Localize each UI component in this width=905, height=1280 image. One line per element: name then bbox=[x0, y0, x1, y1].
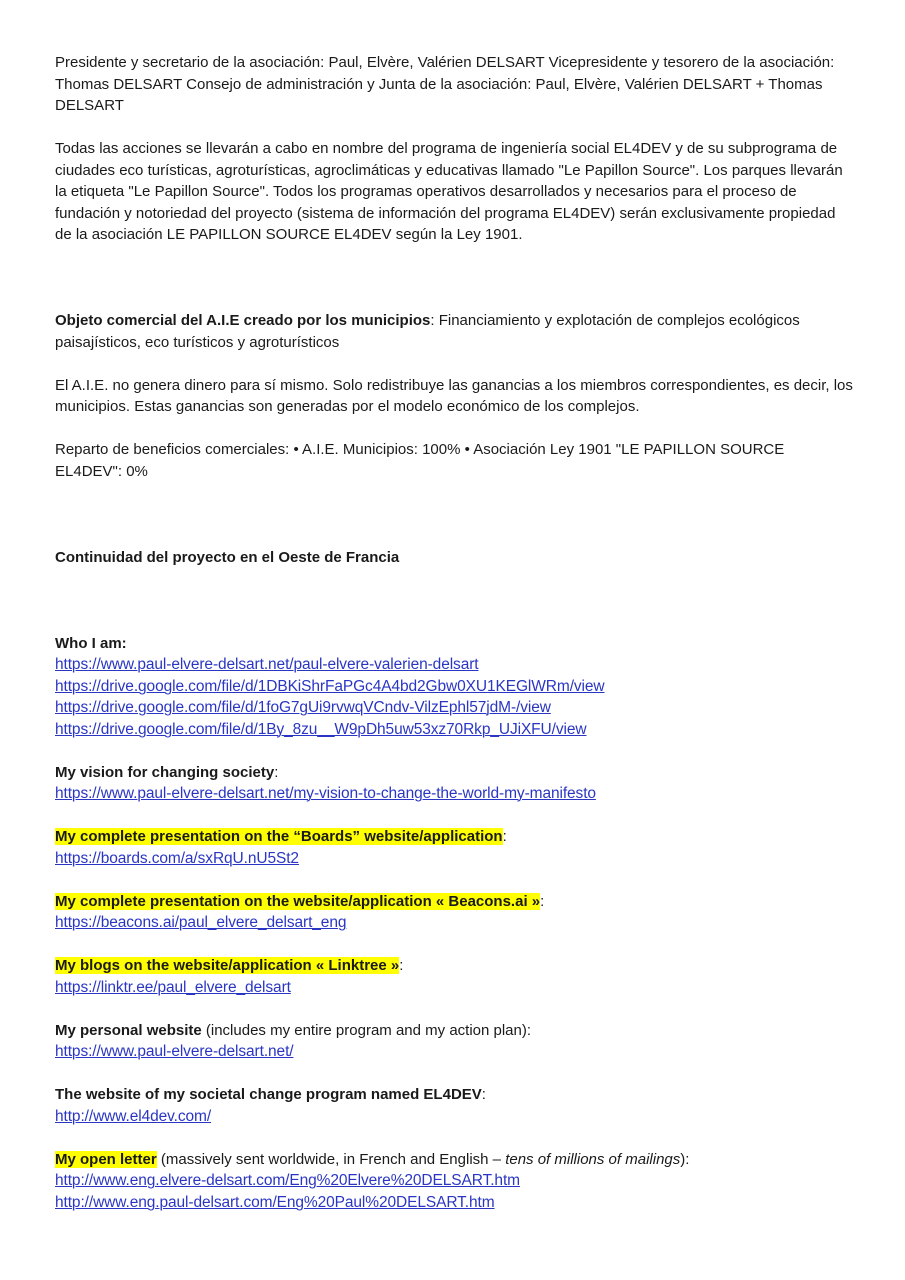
hyperlink[interactable]: http://www.eng.elvere-delsart.com/Eng%20Elvere%20DELSART.htm bbox=[55, 1172, 520, 1189]
heading-linktree-blogs bbox=[55, 955, 853, 977]
text-run: tens of millions of mailings bbox=[505, 1150, 681, 1168]
text-run: My personal website bbox=[55, 1021, 202, 1039]
para-program-actions bbox=[55, 138, 853, 246]
heading-open-letter bbox=[55, 1149, 853, 1171]
hyperlink[interactable]: https://www.paul-elvere-delsart.net/my-vision-to-change-the-world-my-manifesto bbox=[55, 785, 596, 802]
para-aie-redistribution bbox=[55, 375, 858, 418]
text-run: El A.I.E. no genera dinero para sí mismo. Solo redistribuye las ganancias a los miembros correspondientes, es decir, los municipios. Estas ganancias son generadas por el modelo económico de los complejos. bbox=[55, 376, 858, 415]
text-run: : bbox=[481, 1086, 486, 1103]
text-run: Reparto de beneficios comerciales: • A.I.E. Municipios: 100% • Asociación Ley 1901 "LE PAPILLON SOURCE EL4DEV": 0% bbox=[55, 441, 789, 480]
heading-my-vision bbox=[55, 762, 853, 784]
text-run: Continuidad del proyecto en el Oeste de Francia bbox=[55, 548, 400, 566]
text-run: My vision for changing society bbox=[55, 763, 275, 781]
blank-line bbox=[55, 1127, 853, 1149]
blank-line bbox=[55, 869, 853, 891]
link-line-boards bbox=[55, 848, 853, 870]
text-run: : Financiamiento y explotación de complejos ecológicos paisajísticos, eco turísticos y agroturísticos bbox=[55, 312, 804, 351]
blank-line bbox=[55, 525, 853, 547]
text-run: Who I am: bbox=[55, 634, 127, 652]
link-line-beacons bbox=[55, 912, 853, 934]
blank-line bbox=[55, 246, 853, 268]
hyperlink[interactable]: https://drive.google.com/file/d/1DBKiShrFaPGc4A4bd2Gbw0XU1KEGlWRm/view bbox=[55, 677, 605, 695]
hyperlink[interactable]: https://www.paul-elvere-delsart.net/ bbox=[55, 1043, 294, 1060]
text-run: : bbox=[540, 892, 545, 910]
hyperlink[interactable]: https://linktr.ee/paul_elvere_delsart bbox=[55, 978, 291, 996]
text-run: Presidente y secretario de la asociación: Paul, Elvère, Valérien DELSART Vicepresidente y tesorero de la asociación: Thomas DELSART Consejo de administración y Junta de la asociación: Paul, Elvère, Valérien DELSART + Thomas DELSART bbox=[55, 54, 839, 114]
para-profit-sharing bbox=[55, 439, 853, 482]
blank-line bbox=[55, 117, 853, 139]
heading-el4dev-website bbox=[55, 1084, 853, 1106]
text-run: My blogs on the website/application « Linktree » bbox=[55, 957, 400, 974]
link-line-open-letter-1 bbox=[55, 1170, 853, 1192]
heading-continuity bbox=[55, 547, 853, 569]
text-run: Objeto comercial del A.I.E creado por los municipios bbox=[55, 312, 431, 329]
hyperlink[interactable]: https://drive.google.com/file/d/1By_8zu__W9pDh5uw53xz70Rkp_UJiXFU/view bbox=[55, 720, 587, 738]
blank-line bbox=[55, 482, 853, 504]
text-run: (includes my entire program and my action plan): bbox=[201, 1021, 532, 1039]
blank-line bbox=[55, 418, 853, 440]
text-run: (massively sent worldwide, in French and English – bbox=[156, 1150, 506, 1168]
text-run: My complete presentation on the “Boards” website/application bbox=[55, 828, 503, 845]
hyperlink[interactable]: http://www.eng.paul-delsart.com/Eng%20Paul%20DELSART.htm bbox=[55, 1193, 495, 1211]
text-run: : bbox=[399, 957, 404, 974]
blank-line bbox=[55, 998, 853, 1020]
blank-line bbox=[55, 267, 853, 289]
blank-line bbox=[55, 353, 853, 375]
hyperlink[interactable]: https://www.paul-elvere-delsart.net/paul-elvere-valerien-delsart bbox=[55, 656, 479, 673]
link-line-personal-website bbox=[55, 1041, 853, 1063]
heading-personal-website bbox=[55, 1020, 853, 1042]
link-line-drive-3 bbox=[55, 719, 853, 741]
text-run: My open letter bbox=[55, 1150, 157, 1168]
link-line-drive-1 bbox=[55, 676, 853, 698]
blank-line bbox=[55, 934, 853, 956]
heading-beacons-presentation bbox=[55, 891, 853, 913]
text-run: : bbox=[274, 763, 279, 781]
link-line-drive-2 bbox=[55, 697, 853, 719]
heading-who-i-am bbox=[55, 633, 853, 655]
para-association-roles bbox=[55, 52, 853, 117]
link-line-open-letter-2 bbox=[55, 1192, 853, 1214]
link-line-el4dev bbox=[55, 1106, 853, 1128]
blank-line bbox=[55, 289, 853, 311]
blank-line bbox=[55, 1063, 853, 1085]
blank-line bbox=[55, 611, 853, 633]
hyperlink[interactable]: https://boards.com/a/sxRqU.nU5St2 bbox=[55, 849, 299, 867]
para-commercial-object bbox=[55, 310, 853, 353]
text-run: ): bbox=[680, 1150, 690, 1168]
blank-line bbox=[55, 568, 853, 590]
hyperlink[interactable]: https://drive.google.com/file/d/1foG7gUi9rvwqVCndv-VilzEphl57jdM-/view bbox=[55, 699, 551, 716]
link-line-linktree bbox=[55, 977, 853, 999]
text-run: The website of my societal change program named EL4DEV bbox=[55, 1086, 482, 1103]
link-line-manifesto bbox=[55, 783, 853, 805]
text-run: My complete presentation on the website/application « Beacons.ai » bbox=[55, 892, 541, 910]
blank-line bbox=[55, 504, 853, 526]
text-run: Todas las acciones se llevarán a cabo en nombre del programa de ingeniería social EL4DEV y de su subprograma de ciudades eco turísticas, agroturísticas, agroclimáticas y educativas llamado "Le Papillon Source". Los parques llevarán la etiqueta "Le Papillon Source". Todos los programas operativos desarrollados y necesarios para el proceso de fundación y notoriedad del proyecto (sistema de información del programa EL4DEV) serán exclusivamente propiedad de la asociación LE PAPILLON SOURCE EL4DEV según la Ley 1901. bbox=[55, 140, 847, 243]
blank-line bbox=[55, 740, 853, 762]
hyperlink[interactable]: https://beacons.ai/paul_elvere_delsart_eng bbox=[55, 914, 347, 931]
hyperlink[interactable]: http://www.el4dev.com/ bbox=[55, 1107, 212, 1125]
text-run: : bbox=[502, 828, 507, 845]
heading-boards-presentation bbox=[55, 826, 853, 848]
blank-line bbox=[55, 590, 853, 612]
blank-line bbox=[55, 805, 853, 827]
link-line-personal-profile bbox=[55, 654, 853, 676]
